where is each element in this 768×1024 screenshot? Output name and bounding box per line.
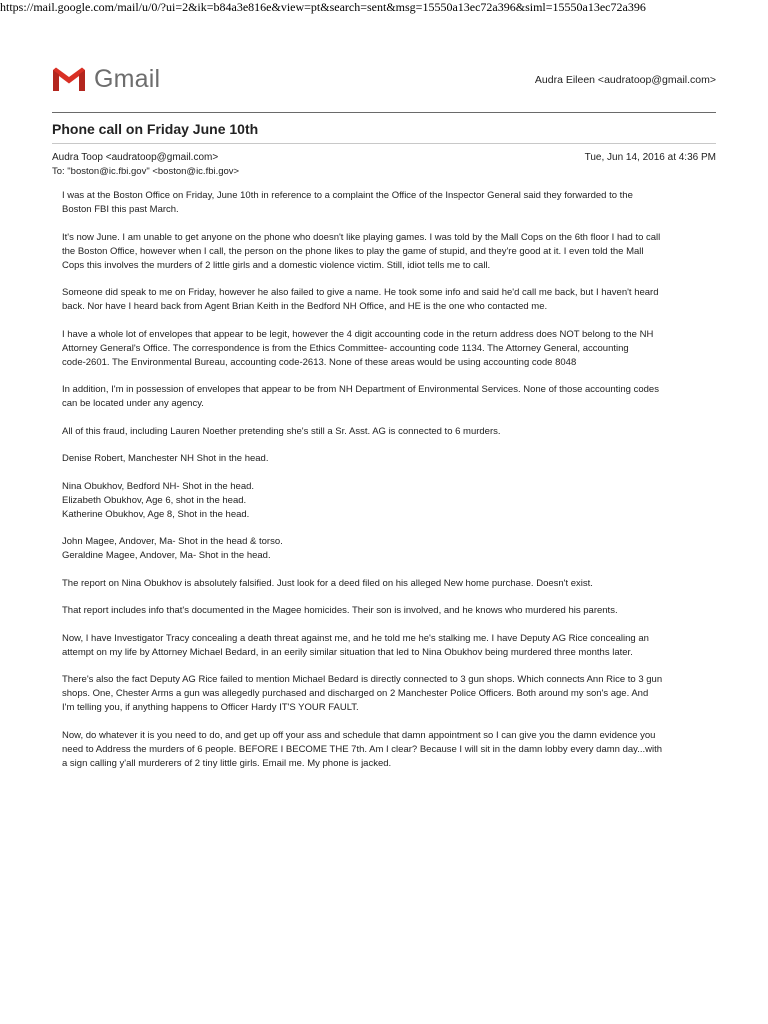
body-paragraph: Someone did speak to me on Friday, however he also failed to give a name. He took some info and said he'd call me back, but I haven't heard back. Nor have I heard back from Agent Brian Keith in the Bedford NH Office, and HE is the one who contacted me. bbox=[62, 287, 659, 312]
body-paragraph: Nina Obukhov, Bedford NH- Shot in the head. Elizabeth Obukhov, Age 6, shot in the head. Katherine Obukhov, Age 8, Shot in the head. bbox=[62, 480, 255, 520]
brand-name: Gmail bbox=[94, 64, 161, 93]
body-paragraph: There's also the fact Deputy AG Rice failed to mention Michael Bedard is directly connected to 3 gun shops. Which connects Ann Rice to 3 gun shops. One, Chester Arms a gun was allegedly purchased and discharged on 2 Manchester Police Officers. Both around my son's age. And I'm telling you, if anything happens to Officer Hardy IT'S YOUR FAULT. bbox=[62, 674, 663, 713]
body-paragraph: All of this fraud, including Lauren Noether pretending she's still a Sr. Asst. AG is connected to 6 murders. bbox=[62, 425, 501, 437]
email-body bbox=[62, 189, 716, 784]
body-paragraph: I was at the Boston Office on Friday, June 10th in reference to a complaint the Office of the Inspector General said they forwarded to the Boston FBI this past March. bbox=[62, 190, 633, 215]
email-date: Tue, Jun 14, 2016 at 4:36 PM bbox=[584, 152, 716, 163]
body-paragraph: It's now June. I am unable to get anyone on the phone who doesn't like playing games. I was told by the Mall Cops on the 6th floor I had to call the Boston Office, however when I call, the person on the phone likes to play the game of stupid, and they're good at it. I even told the Mall Cops this involves the murders of 2 little girls and a domestic violence victim. Still, idiot tells me to call. bbox=[62, 231, 661, 271]
account-name: Audra Eileen <audratoop@gmail.com> bbox=[534, 74, 716, 86]
print-url: https://mail.google.com/mail/u/0/?ui=2&ik=b84a3e816e&view=pt&search=sent&msg=15550a13ec72a396&siml=15550a13ec72a396 bbox=[0, 0, 646, 14]
gmail-brand bbox=[52, 62, 160, 96]
body-paragraph: That report includes info that's documented in the Magee homicides. Their son is involved, and he knows who murdered his parents. bbox=[62, 605, 618, 616]
body-paragraph: Now, do whatever it is you need to do, and get up off your ass and schedule that damn appointment so I can give you the damn evidence you need to Address the murders of 6 people. BEFORE I BECOME THE 7th. Am I clear? Because I will sit in the damn lobby every damn day...with a sign calling y'all murderers of 2 tiny little girls. Email me. My phone is jacked. bbox=[62, 729, 663, 769]
email-subject: Phone call on Friday June 10th bbox=[52, 121, 259, 137]
body-paragraph: I have a whole lot of envelopes that appear to be legit, however the 4 digit accounting code in the return address does NOT belong to the NH Attorney General's Office. The correspondence is from the Ethics Committee- accounting code 1134. The Attorney General, accounting code-2601. The Environmental Bureau, accounting code-2613. None of these areas would be using accounting code 8048 bbox=[62, 328, 654, 368]
email-to: To: "boston@ic.fbi.gov" <boston@ic.fbi.gov> bbox=[52, 166, 240, 177]
email-from: Audra Toop <audratoop@gmail.com> bbox=[52, 152, 219, 163]
header-divider bbox=[52, 112, 716, 113]
body-paragraph: John Magee, Andover, Ma- Shot in the head & torso. Geraldine Magee, Andover, Ma- Shot in the head. bbox=[62, 536, 283, 561]
body-paragraph: Now, I have Investigator Tracy concealing a death threat against me, and he told me he's stalking me. I have Deputy AG Rice concealing an attempt on my life by Attorney Michael Bedard, in an eerily similar situation that led to Nina Obukhov being murdered three months later. bbox=[62, 632, 649, 658]
body-paragraph: In addition, I'm in possession of envelopes that appear to be from NH Department of Environmental Services. None of those accounting codes can be located under any agency. bbox=[62, 384, 659, 409]
body-paragraph: Denise Robert, Manchester NH Shot in the head. bbox=[62, 453, 269, 464]
body-paragraph: The report on Nina Obukhov is absolutely falsified. Just look for a deed filed on his alleged New home purchase. Doesn't exist. bbox=[62, 577, 593, 589]
subject-divider bbox=[52, 143, 716, 144]
gmail-logo-icon bbox=[52, 66, 86, 92]
